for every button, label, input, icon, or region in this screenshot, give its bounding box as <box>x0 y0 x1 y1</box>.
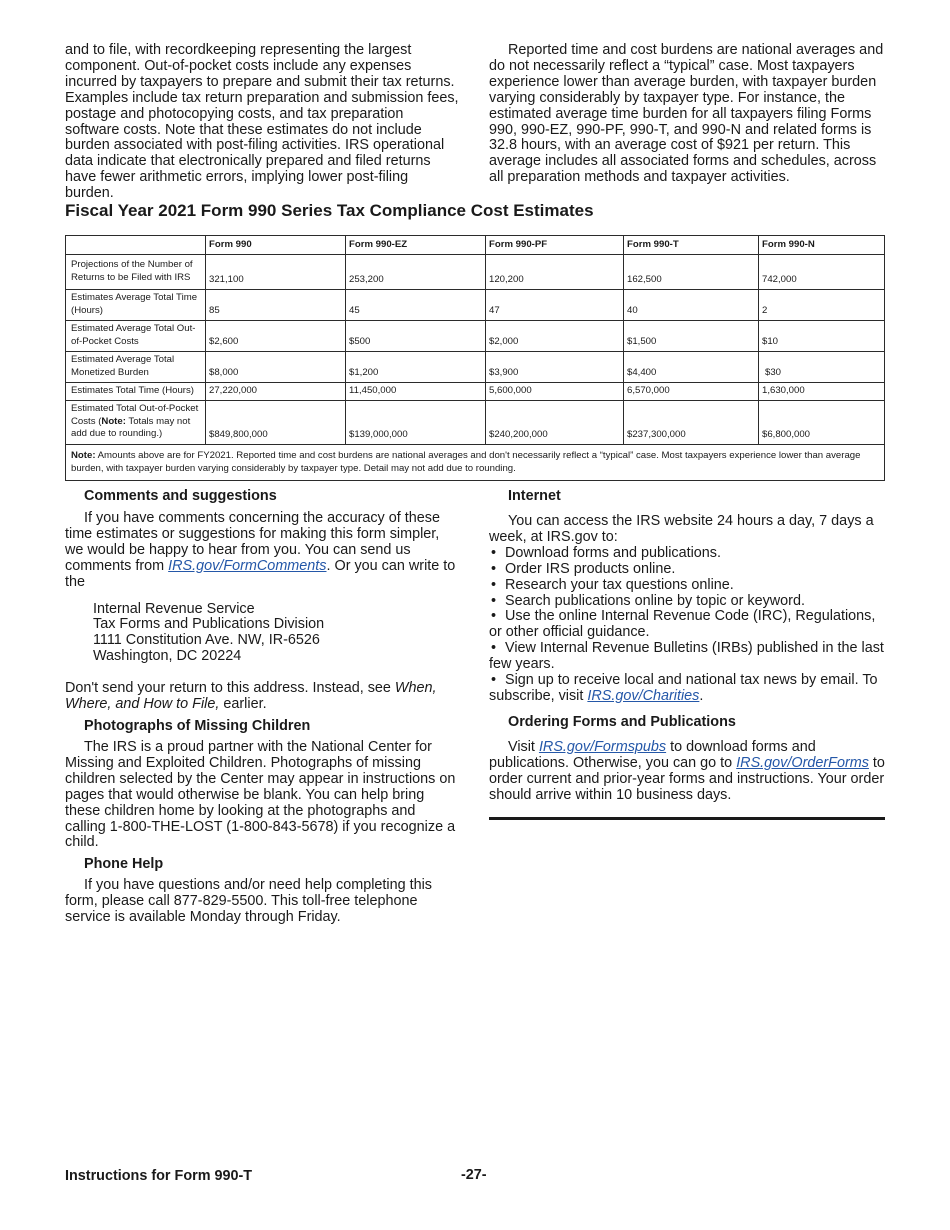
list-item <box>489 609 885 641</box>
table-cell: 120,200 <box>486 255 624 290</box>
list-item <box>489 594 885 610</box>
intro-left-column <box>65 43 460 202</box>
address-line: 1111 Constitution Ave. NW, IR-6526 <box>93 632 320 649</box>
phone-help-paragraph: If you have questions and/or need help completing this form, please call 877-829-5500. This toll-free telephone service is available Monday through Friday. <box>65 877 433 926</box>
list-item-text: Sign up to receive local and national tax news by email. To subscribe, visit <box>489 672 878 704</box>
row-label: Estimates Average Total Time (Hours) <box>66 290 206 321</box>
column-header: Form 990-EZ <box>346 236 486 255</box>
list-item-text: Use the online Internal Revenue Code (IRC), Regulations, or other official guidance. <box>489 608 876 641</box>
footer-form-title: Instructions for Form 990-T <box>65 1168 253 1184</box>
table-title: Fiscal Year 2021 Form 990 Series Tax Compliance Cost Estimates <box>65 201 594 220</box>
bullet-icon: • <box>491 608 497 625</box>
mailing-address <box>65 602 460 666</box>
charities-link[interactable]: IRS.gov/Charities <box>587 687 700 704</box>
row-label: Estimated Average Total Monetized Burden <box>66 352 206 383</box>
table-cell: $10 <box>759 321 885 352</box>
table-cell: 1,630,000 <box>759 383 885 401</box>
list-item <box>489 562 885 578</box>
note-label: Note: <box>71 449 96 461</box>
table-cell: $30 <box>759 352 885 383</box>
order-forms-link[interactable]: IRS.gov/OrderForms <box>736 754 869 771</box>
row-label-note-bold: Note: <box>101 415 126 427</box>
photographs-paragraph: The IRS is a proud partner with the National Center for Missing and Exploited Children. Photographs of missing children selected by the Center may appear in instructions on pages that would otherwise be blank. You can help bring these children home by looking at the photographs and calling 1-800-THE-LOST (1-800-843-5678) if you recognize a child. <box>65 738 456 851</box>
table-cell: $849,800,000 <box>206 400 346 444</box>
table-cell: 11,450,000 <box>346 383 486 401</box>
list-item <box>489 578 885 594</box>
ordering-heading: Ordering Forms and Publications <box>508 713 736 730</box>
table-cell: 162,500 <box>624 255 759 290</box>
table-cell: $500 <box>346 321 486 352</box>
table-cell: $3,900 <box>486 352 624 383</box>
internet-heading: Internet <box>508 488 561 504</box>
ordering-text: to download forms and publications. Otherwise, you can go to <box>489 738 816 771</box>
table-note-row <box>66 444 885 480</box>
comments-text: If you have comments concerning the accuracy of these time estimates or suggestions for making this form simpler, we would be happy to hear from you. You can send us comments from <box>65 510 440 574</box>
list-item-text: Search publications online by topic or keyword. <box>505 592 805 609</box>
bullet-icon: • <box>491 672 497 689</box>
header-empty-cell <box>66 236 206 255</box>
row-label: Estimated Average Total Out-of-Pocket Costs <box>66 321 206 352</box>
table-cell: 85 <box>206 290 346 321</box>
row-label <box>66 400 206 444</box>
dont-send-text: Don't send your return to this address. Instead, see <box>65 680 395 697</box>
bullet-icon: • <box>491 544 497 561</box>
right-info-column <box>489 488 885 804</box>
table-cell: $2,000 <box>486 321 624 352</box>
address-line: Washington, DC 20224 <box>93 648 242 665</box>
table-cell: $237,300,000 <box>624 400 759 444</box>
row-label-text: Estimated Total Out-of-Pocket Costs ( <box>71 403 199 427</box>
internet-intro: You can access the IRS website 24 hours a day, 7 days a week, at IRS.gov to: <box>489 513 874 545</box>
table-row <box>66 400 885 444</box>
bullet-icon: • <box>491 592 497 609</box>
table-row <box>66 321 885 352</box>
table-row <box>66 290 885 321</box>
table-cell: 321,100 <box>206 255 346 290</box>
internet-bullet-list <box>489 546 885 705</box>
table-cell: 253,200 <box>346 255 486 290</box>
photographs-heading: Photographs of Missing Children <box>84 717 311 734</box>
note-text: Amounts above are for FY2021. Reported time and cost burdens are national averages and don't necessarily reflect a “typical” case. Most taxpayers experience lower than average burden, with taxpayer burden varying considerably by taxpayer type. Detail may not add due to rounding. <box>71 449 861 474</box>
bullet-icon: • <box>491 576 497 593</box>
table-row <box>66 255 885 290</box>
table-cell: $1,500 <box>624 321 759 352</box>
intro-right-paragraph: Reported time and cost burdens are national averages and do not necessarily reflect a “typical” case. Most taxpayers experience lower than average burden, with taxpayer burden varying considerably by taxpayer type. For instance, the estimated average time burden for all taxpayers filing Forms 990, 990-EZ, 990-PF, 990-T, and 990-N and related forms is 32.8 hours, with an average cost of $921 per return. This average includes all associated forms and schedules, across all preparation methods and taxpayer activities. <box>489 42 884 186</box>
table-cell: 47 <box>486 290 624 321</box>
table-row <box>66 352 885 383</box>
list-item <box>489 641 885 673</box>
list-item-text: . <box>699 687 704 704</box>
column-header: Form 990-N <box>759 236 885 255</box>
table-cell: 5,600,000 <box>486 383 624 401</box>
table-row <box>66 383 885 401</box>
table-cell: $139,000,000 <box>346 400 486 444</box>
table-cell: 2 <box>759 290 885 321</box>
list-item-text: Order IRS products online. <box>505 560 676 577</box>
table-cell: 742,000 <box>759 255 885 290</box>
left-info-column <box>65 488 460 926</box>
list-item <box>489 546 885 562</box>
column-header: Form 990-T <box>624 236 759 255</box>
row-label: Projections of the Number of Returns to be Filed with IRS <box>66 255 206 290</box>
address-line: Internal Revenue Service <box>93 600 255 617</box>
address-line: Tax Forms and Publications Division <box>93 616 325 633</box>
ordering-paragraph <box>489 740 885 804</box>
list-item-text: Research your tax questions online. <box>505 576 734 593</box>
table-cell: 40 <box>624 290 759 321</box>
table-cell: 45 <box>346 290 486 321</box>
phone-help-heading: Phone Help <box>84 856 164 873</box>
table-header-row <box>66 236 885 255</box>
bullet-icon: • <box>491 640 497 657</box>
bullet-icon: • <box>491 560 497 577</box>
table-cell: $2,600 <box>206 321 346 352</box>
when-where-reference: When, Where, and How to File, <box>65 680 437 713</box>
row-label-text: Totals may not add due to rounding.) <box>71 415 191 440</box>
dont-send-paragraph <box>65 681 460 713</box>
table-cell: $4,400 <box>624 352 759 383</box>
table-cell: 6,570,000 <box>624 383 759 401</box>
comments-heading: Comments and suggestions <box>84 488 277 504</box>
column-header: Form 990 <box>206 236 346 255</box>
intro-right-column <box>489 43 885 186</box>
table-cell: $8,000 <box>206 352 346 383</box>
form-comments-link[interactable]: IRS.gov/FormComments <box>168 557 327 574</box>
formspubs-link[interactable]: IRS.gov/Formspubs <box>538 738 667 755</box>
cost-estimates-table <box>65 235 885 481</box>
page <box>65 0 885 1230</box>
ordering-text: Visit <box>508 738 539 755</box>
row-label: Estimates Total Time (Hours) <box>66 383 206 401</box>
ordering-text: to order current and prior-year forms and instructions. Your order should arrive within 10 business days. <box>489 754 885 803</box>
column-header: Form 990-PF <box>486 236 624 255</box>
section-end-rule <box>489 817 885 820</box>
table-cell: 27,220,000 <box>206 383 346 401</box>
table-cell: $1,200 <box>346 352 486 383</box>
comments-text: . Or you can write to the <box>65 557 456 590</box>
list-item-text: Download forms and publications. <box>505 544 721 561</box>
table-cell: $240,200,000 <box>486 400 624 444</box>
footer-page-number: -27- <box>461 1167 487 1183</box>
table-cell: $6,800,000 <box>759 400 885 444</box>
intro-left-paragraph: and to file, with recordkeeping representing the largest component. Out-of-pocket costs include any expenses incurred by taxpayers to prepare and submit their tax returns. Examples include tax return preparation and submission fees, postage and photocopying costs, and tax preparation software costs. Note that these estimates do not include burden associated with post-filing activities. IRS operational data indicate that electronically prepared and filed returns have fewer arithmetic errors, implying lower post-filing burden. <box>65 42 459 202</box>
list-item <box>489 673 885 705</box>
dont-send-text: earlier. <box>219 696 267 713</box>
table-note <box>66 444 885 480</box>
list-item-text: View Internal Revenue Bulletins (IRBs) published in the last few years. <box>489 640 884 673</box>
comments-paragraph <box>65 511 460 591</box>
